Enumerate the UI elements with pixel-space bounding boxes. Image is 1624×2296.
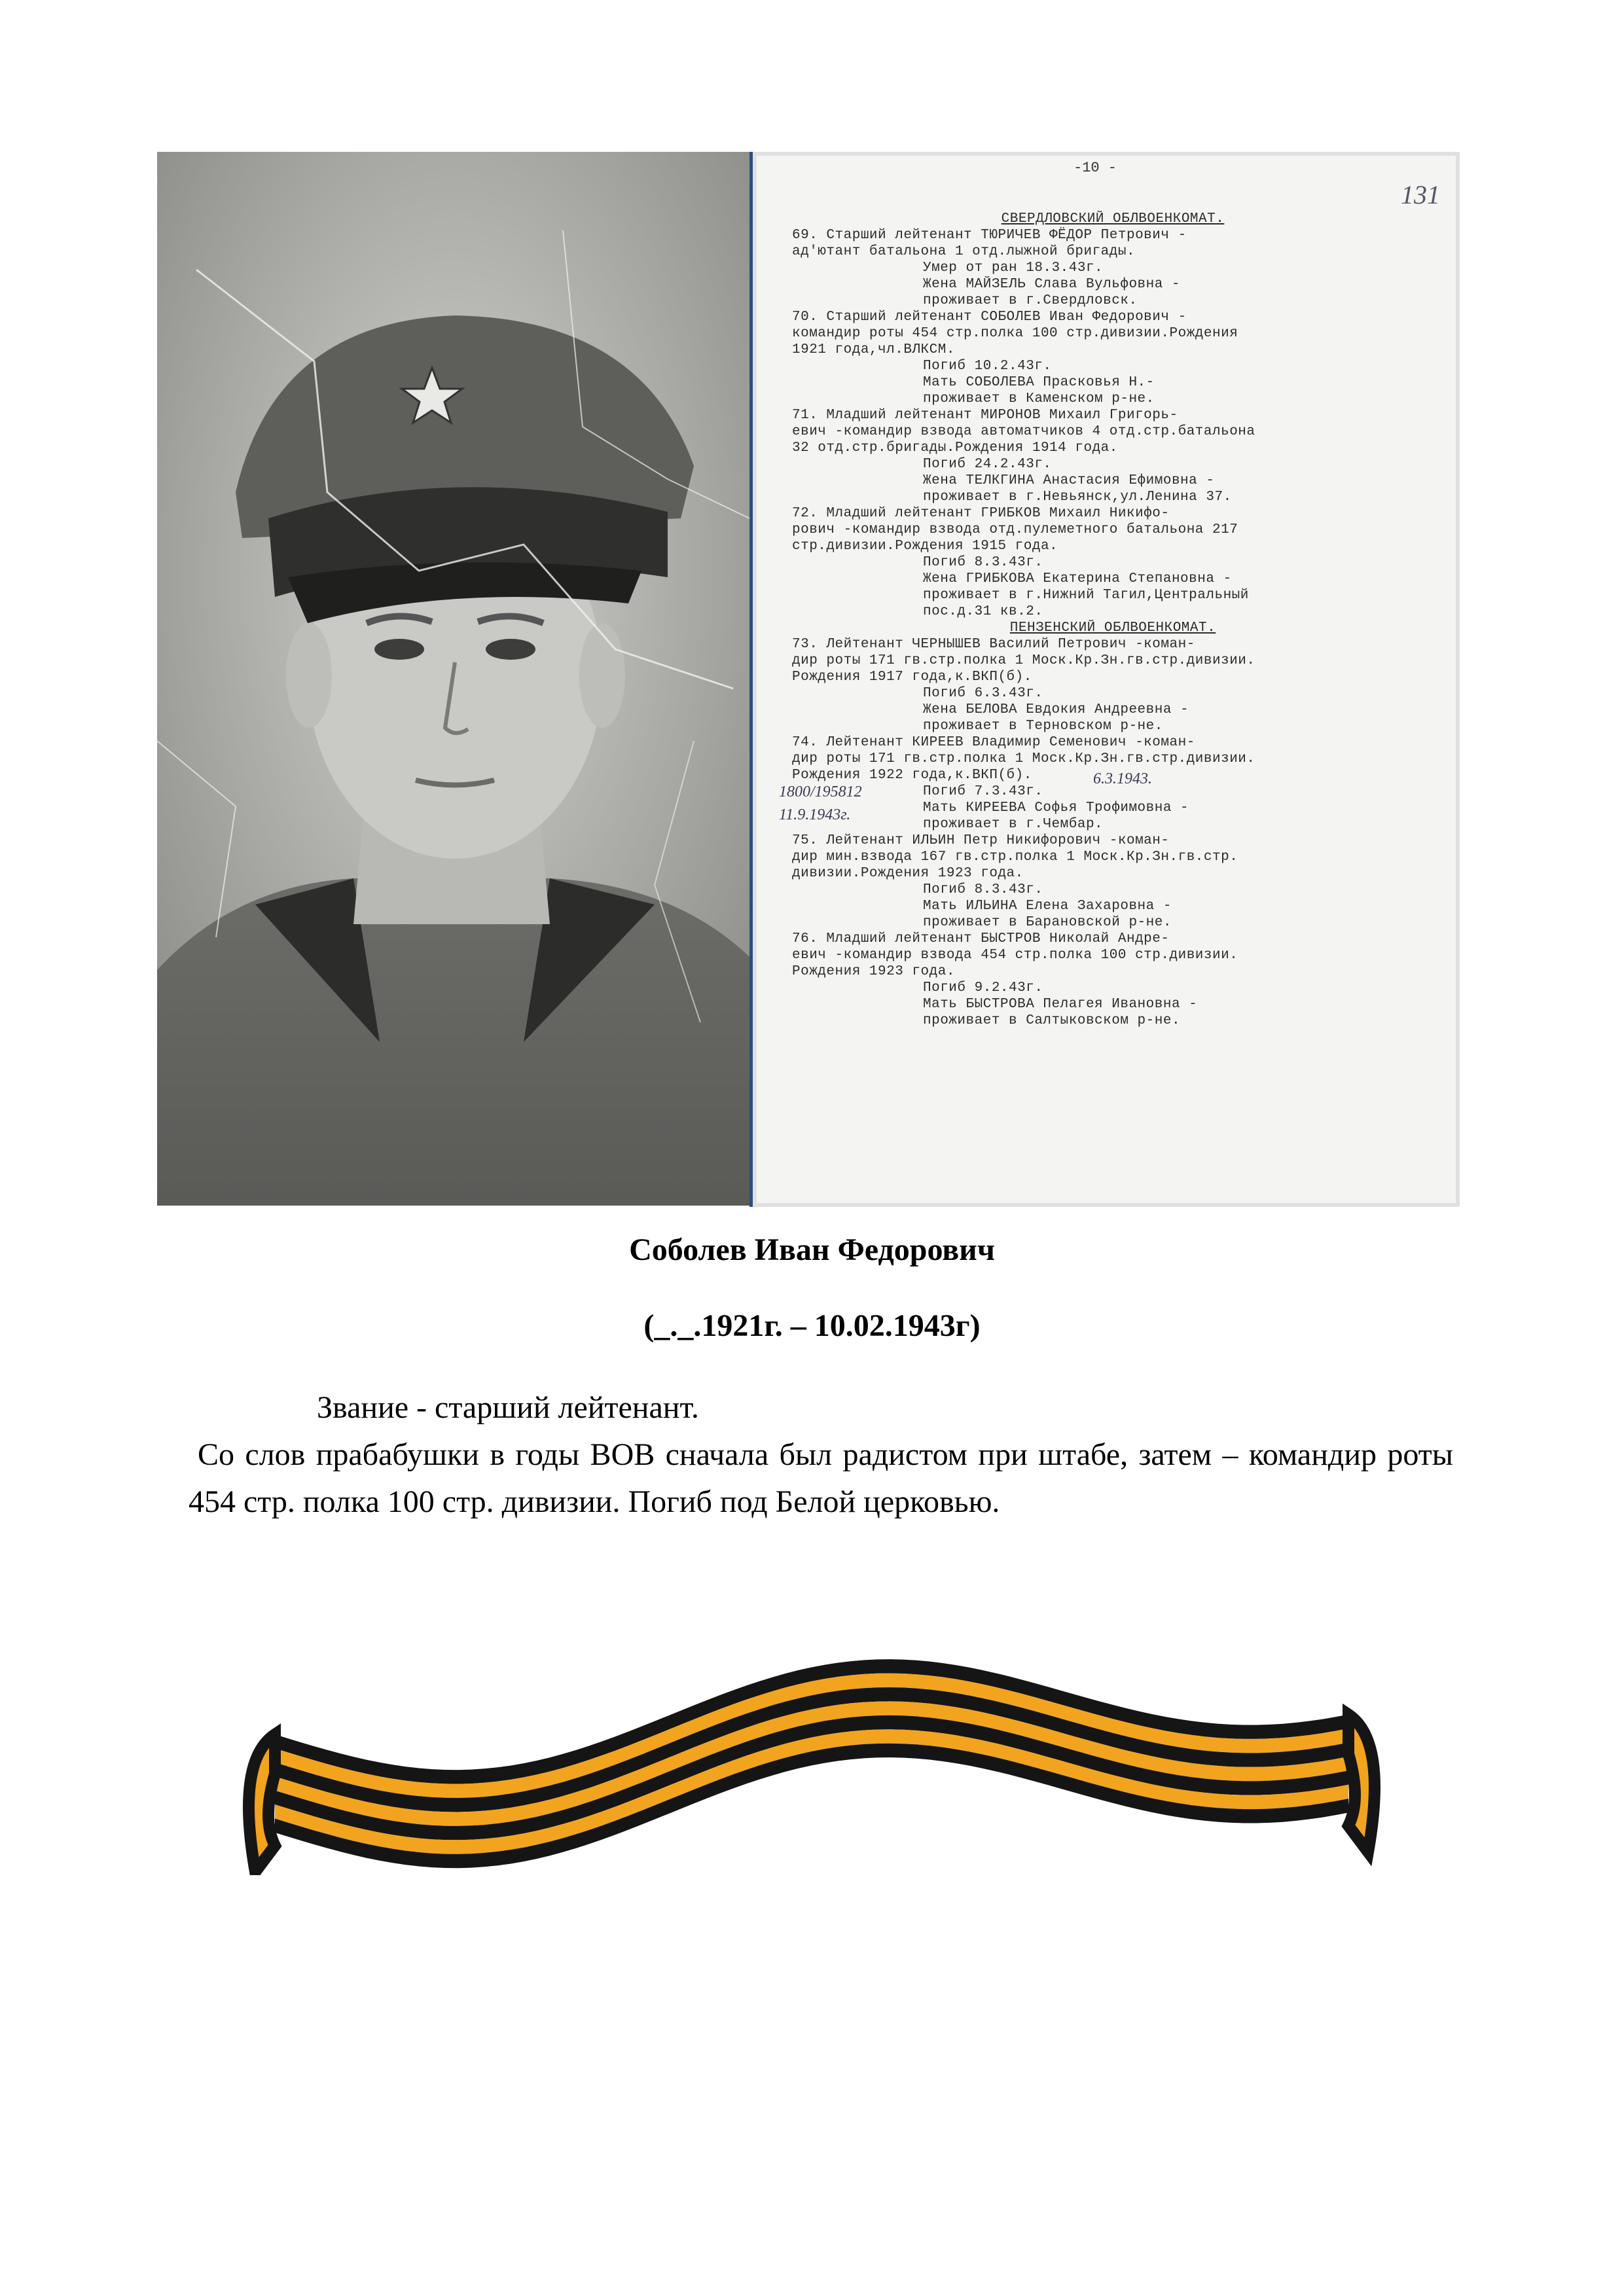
document-line: 1921 года,чл.ВЛКСМ. <box>792 342 955 357</box>
document-line: Мать КИРЕЕВА Софья Трофимовна - <box>923 800 1189 816</box>
document-line: пос.д.31 кв.2. <box>923 604 1043 619</box>
document-line: Погиб 10.2.43г. <box>923 359 1052 374</box>
document-line: 70. Старший лейтенант СОБОЛЕВ Иван Федорович - <box>792 310 1187 325</box>
document-line: Погиб 8.3.43г. <box>923 555 1043 570</box>
person-description <box>189 1384 1453 1526</box>
document-line: проживает в Салтыковском р-не. <box>923 1013 1181 1028</box>
portrait-drawing <box>157 152 749 1206</box>
document-line: 73. Лейтенант ЧЕРНЫШЕВ Василий Петрович -коман- <box>792 637 1195 652</box>
document-line: Жена ТЕЛКГИНА Анастасия Ефимовна - <box>923 473 1215 488</box>
document-line: проживает в г.Невьянск,ул.Ленина 37. <box>923 490 1232 505</box>
document-line: Жена БЕЛОВА Евдокия Андреевна - <box>923 702 1189 717</box>
document-line: евич -командир взвода автоматчиков 4 отд.стр.батальона <box>792 424 1255 439</box>
document-line: Мать БЫСТРОВА Пелагея Ивановна - <box>923 997 1198 1012</box>
document-line: 75. Лейтенант ИЛЬИН Петр Никифорович -коман- <box>792 833 1170 848</box>
st-george-ribbon <box>236 1659 1388 1875</box>
document-line: рович -командир взвода отд.пулеметного батальона 217 <box>792 522 1238 537</box>
document-section-heading: СВЕРДЛОВСКИЙ ОБЛВОЕНКОМАТ. <box>1001 211 1225 226</box>
document-line: проживает в Барановской р-не. <box>923 915 1172 930</box>
ribbon-end-right <box>1348 1715 1375 1852</box>
document-line: Погиб 9.2.43г. <box>923 980 1043 996</box>
document-line: Рождения 1917 года,к.ВКП(б). <box>792 670 1032 685</box>
archive-document <box>753 152 1460 1207</box>
document-page-number: -10 - <box>1074 160 1117 176</box>
document-line: проживает в г.Чембар. <box>923 817 1104 832</box>
document-line: 76. Младший лейтенант БЫСТРОВ Николай Андре- <box>792 931 1170 946</box>
person-name: Соболев Иван Федорович <box>629 1232 995 1267</box>
document-line: 69. Старший лейтенант ТЮРИЧЕВ ФЁДОР Петрович - <box>792 228 1187 243</box>
document-line: евич -командир взвода 454 стр.полка 100 стр.дивизии. <box>792 948 1238 963</box>
document-line: ад'ютант батальона 1 отд.лыжной бригады. <box>792 244 1136 259</box>
document-line: проживает в г.Нижний Тагил,Центральный <box>923 588 1249 603</box>
document-line: Умер от ран 18.3.43г. <box>923 260 1104 276</box>
document-section-heading: ПЕНЗЕНСКИЙ ОБЛВОЕНКОМАТ. <box>1009 620 1216 636</box>
document-stamp: 131 <box>1401 180 1440 209</box>
bio-paragraph: Со слов прабабушки в годы ВОВ сначала был радистом при штабе, затем – командир роты 454 стр. полка 100 стр. дивизии. Погиб под Белой церковью. <box>189 1437 1453 1519</box>
document-line: Рождения 1922 года,к.ВКП(б). <box>792 768 1032 783</box>
hand-note-1: 1800/195812 <box>779 783 862 800</box>
document-line: дир роты 171 гв.стр.полка 1 Моск.Кр.Зн.гв.стр.дивизии. <box>792 653 1255 668</box>
document-line: Погиб 6.3.43г. <box>923 686 1043 701</box>
document-line: стр.дивизии.Рождения 1915 года. <box>792 539 1058 554</box>
document-text <box>792 211 1434 1029</box>
document-line: проживает в Каменском р-не. <box>923 391 1155 406</box>
document-line: Рождения 1923 года. <box>792 964 955 979</box>
document-line: дир мин.взвода 167 гв.стр.полка 1 Моск.Кр.Зн.гв.стр. <box>792 850 1238 865</box>
ribbon-end-left <box>249 1734 275 1872</box>
person-dates: (_._.1921г. – 10.02.1943г) <box>643 1308 981 1343</box>
document-line: дир роты 171 гв.стр.полка 1 Моск.Кр.Зн.гв.стр.дивизии. <box>792 751 1255 766</box>
document-line: Погиб 24.2.43г. <box>923 457 1052 472</box>
document-line: проживает в г.Свердловск. <box>923 293 1138 308</box>
document-line: Погиб 8.3.43г. <box>923 882 1043 897</box>
document-line: Мать СОБОЛЕВА Прасковья Н.- <box>923 375 1155 390</box>
soldier-portrait-photo <box>157 152 749 1206</box>
hand-note-2: 11.9.1943г. <box>779 806 851 823</box>
document-line: Жена ГРИБКОВА Екатерина Степановна - <box>923 571 1232 586</box>
document-line: 71. Младший лейтенант МИРОНОВ Михаил Григорь- <box>792 408 1178 423</box>
document-line: 74. Лейтенант КИРЕЕВ Владимир Семенович -коман- <box>792 735 1195 750</box>
document-line: командир роты 454 стр.полка 100 стр.дивизии.Рождения <box>792 326 1238 341</box>
rank-line: Звание - старший лейтенант. <box>317 1390 699 1425</box>
document-line: 72. Младший лейтенант ГРИБКОВ Михаил Никифо- <box>792 506 1170 521</box>
hand-note-3: 6.3.1943. <box>1093 770 1152 787</box>
document-line: 32 отд.стр.бригады.Рождения 1914 года. <box>792 440 1118 456</box>
document-line: дивизии.Рождения 1923 года. <box>792 866 1024 881</box>
document-line: проживает в Терновском р-не. <box>923 719 1163 734</box>
document-line: Погиб 7.3.43г. <box>923 784 1043 799</box>
coat <box>157 878 749 1206</box>
document-line: Жена МАЙЗЕЛЬ Слава Вульфовна - <box>923 277 1181 292</box>
document-line: Мать ИЛЬИНА Елена Захаровна - <box>923 899 1172 914</box>
